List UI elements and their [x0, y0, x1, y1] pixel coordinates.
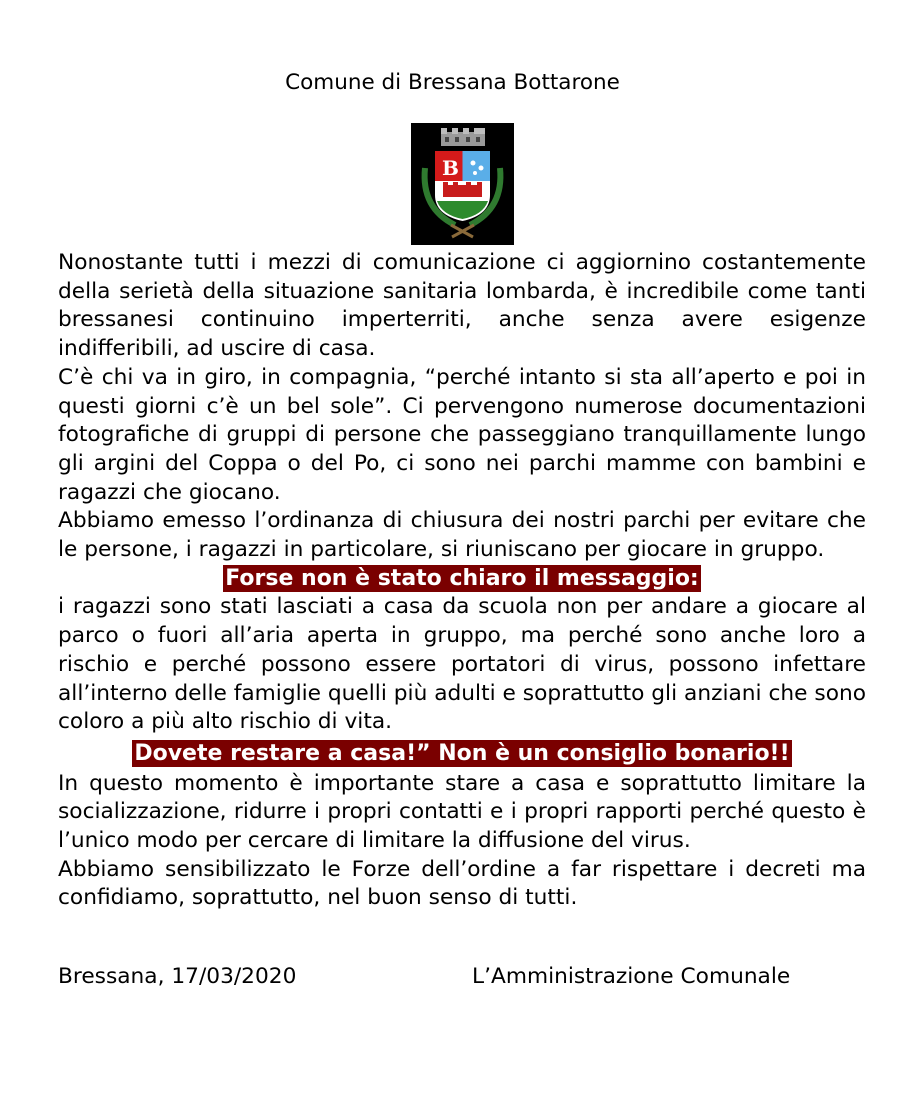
warning-banner-1: Forse non è stato chiaro il messaggio: [225, 565, 699, 591]
notice-body [58, 249, 866, 913]
signature: L’Amministrazione Comunale [472, 964, 791, 989]
paragraph-1: Nonostante tutti i mezzi di comunicazione ci aggiornino costantemente della serietà della situazione sanitaria lombarda, è incredibile come tanti bressanesi continuino imperterriti, anche senza avere esigenze indifferibili, ad uscire di casa. [58, 250, 866, 362]
paragraph-4: i ragazzi sono stati lasciati a casa da scuola non per andare a giocare al parco o fuori all’aria aperta in gruppo, ma perché sono anche loro a rischio e perché possono essere portatori di virus, possono infettare all’interno delle famiglie quelli più adulti e soprattutto gli anziani che sono coloro a più alto rischio di vita. [58, 594, 866, 735]
paragraph-5: In questo momento è importante stare a casa e soprattutto limitare la socializzazione, ridurre i propri contatti e i propri rapporti perché questo è l’unico modo per cercare di limitare la diffusione del virus. [58, 770, 866, 854]
crest-letter: B [442, 156, 459, 180]
paragraph-3: Abbiamo emesso l’ordinanza di chiusura dei nostri parchi per evitare che le persone, i ragazzi in particolare, si riuniscano per giocare in gruppo. [58, 508, 866, 563]
paragraph-2: C’è chi va in giro, in compagnia, “perché intanto si sta all’aperto e poi in questi giorni c’è un bel sole”. Ci pervengono numerose documentazioni fotografiche di gruppi di persone che passeggiano tranquillamente lungo gli argini del Coppa o del Po, ci sono nei parchi mamme con bambini e ragazzi che giocano. [58, 364, 866, 505]
date-line: Bressana, 17/03/2020 [58, 964, 297, 989]
coat-of-arms-icon [411, 123, 514, 245]
warning-banner-2: Dovete restare a casa!” Non è un consiglio bonario!! [134, 740, 790, 766]
page-title: Comune di Bressana Bottarone [285, 70, 620, 95]
paragraph-6: Abbiamo sensibilizzato le Forze dell’ordine a far rispettare i decreti ma confidiamo, soprattutto, nel buon senso di tutti. [58, 856, 866, 911]
